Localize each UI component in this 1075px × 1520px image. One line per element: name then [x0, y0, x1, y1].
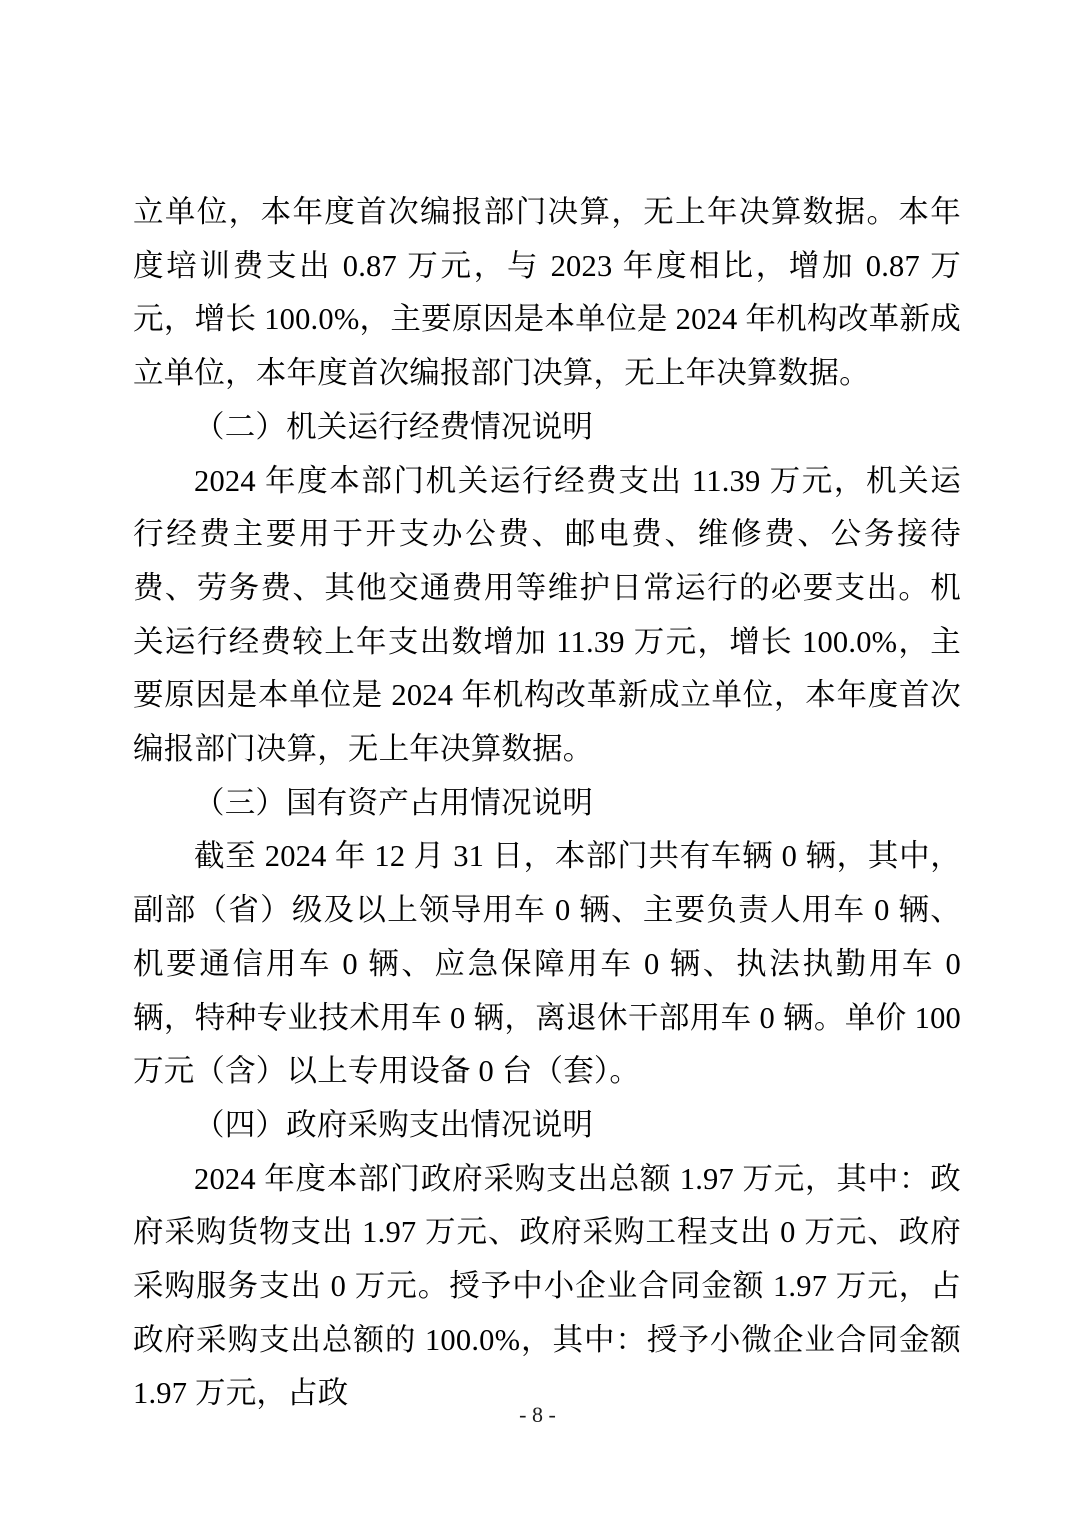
- page-footer: [0, 1400, 1075, 1430]
- section-heading-state-owned-assets: （三）国有资产占用情况说明: [194, 785, 594, 820]
- paragraph-government-procurement: 2024 年度本部门政府采购支出总额 1.97 万元，其中：政府采购货物支出 1.97 万元、政府采购工程支出 0 万元、政府采购服务支出 0 万元。授予中小企业合同金额 1.97 万元，占政府采购支出总额的 100.0%，其中：授予小微企业合同金额 1.97 万元，占政: [133, 1161, 961, 1411]
- section-heading-agency-operating-expenses: （二）机关运行经费情况说明: [194, 409, 594, 444]
- page-number: - 8 -: [519, 1402, 556, 1427]
- paragraph-training-fee-continuation: 立单位，本年度首次编报部门决算，无上年决算数据。本年度培训费支出 0.87 万元，与 2023 年度相比，增加 0.87 万元，增长 100.0%，主要原因是本单位是 2024 年机构改革新成立单位，本年度首次编报部门决算，无上年决算数据。: [133, 195, 961, 391]
- paragraph-state-owned-assets: 截至 2024 年 12 月 31 日，本部门共有车辆 0 辆，其中，副部（省）级及以上领导用车 0 辆、主要负责人用车 0 辆、机要通信用车 0 辆、应急保障用车 0 辆、执法执勤用车 0 辆，特种专业技术用车 0 辆，离退休干部用车 0 辆。单价 100 万元（含）以上专用设备 0 台（套）。: [133, 839, 961, 1089]
- paragraph-agency-operating-expenses: 2024 年度本部门机关运行经费支出 11.39 万元，机关运行经费主要用于开支办公费、邮电费、维修费、公务接待费、劳务费、其他交通费用等维护日常运行的必要支出。机关运行经费较上年支出数增加 11.39 万元，增长 100.0%，主要原因是本单位是 2024 年机构改革新成立单位，本年度首次编报部门决算，无上年决算数据。: [133, 463, 961, 767]
- section-heading-government-procurement: （四）政府采购支出情况说明: [194, 1107, 594, 1142]
- document-body: [133, 186, 961, 1421]
